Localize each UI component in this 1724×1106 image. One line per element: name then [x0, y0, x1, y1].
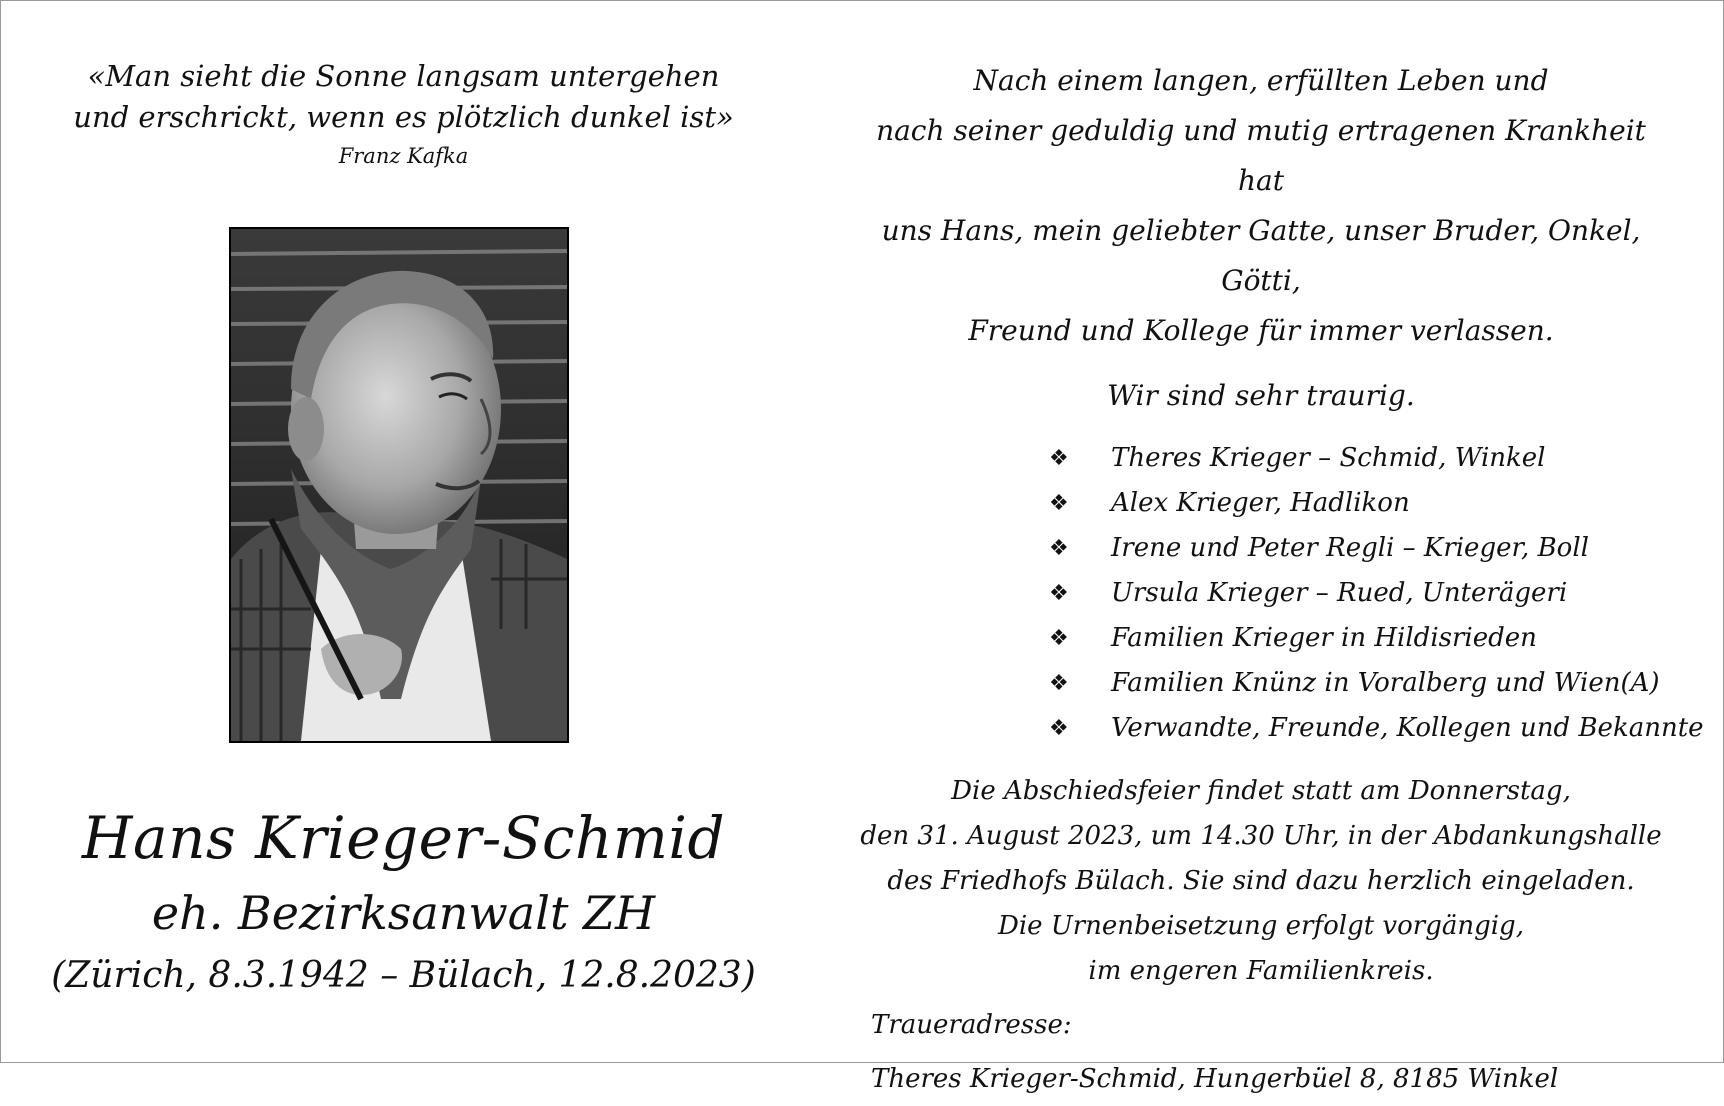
- ceremony-line: Die Urnenbeisetzung erfolgt vorgängig,: [998, 911, 1524, 941]
- diamond-bullet-icon: ❖: [1049, 536, 1069, 561]
- address-line: Theres Krieger-Schmid, Hungerbüel 8, 8185 Winkel: [871, 1064, 1559, 1094]
- mourner-name: Theres Krieger – Schmid, Winkel: [1111, 443, 1546, 473]
- deceased-name: Hans Krieger-Schmid: [81, 804, 726, 872]
- ceremony-line: des Friedhofs Bülach. Sie sind dazu herzlich eingeladen.: [887, 866, 1635, 896]
- address-label: Traueradresse:: [871, 1010, 1072, 1040]
- diamond-bullet-icon: ❖: [1049, 491, 1069, 516]
- portrait-photo: [229, 227, 569, 743]
- quote-line: «Man sieht die Sonne langsam untergehen: [87, 59, 720, 93]
- ceremony-line: Die Abschiedsfeier findet statt am Donnerstag,: [951, 776, 1571, 806]
- intro-line: Freund und Kollege für immer verlassen.: [968, 314, 1554, 347]
- ceremony-line: im engeren Familienkreis.: [1088, 956, 1434, 986]
- announcement-block: [851, 56, 1704, 1106]
- deceased-dates: (Zürich, 8.3.1942 – Bülach, 12.8.2023): [51, 955, 756, 996]
- diamond-bullet-icon: ❖: [1049, 581, 1069, 606]
- mourner-item: [851, 661, 1671, 706]
- mourner-name: Irene und Peter Regli – Krieger, Boll: [1111, 533, 1589, 563]
- diamond-bullet-icon: ❖: [1049, 626, 1069, 651]
- mourners-list: [851, 436, 1704, 751]
- mourner-name: Alex Krieger, Hadlikon: [1111, 488, 1410, 518]
- address-block: [851, 998, 1671, 1106]
- mourner-name: Familien Knünz in Voralberg und Wien(A): [1111, 668, 1660, 698]
- mourner-name: Ursula Krieger – Rued, Unterägeri: [1111, 578, 1568, 608]
- quote-block: [31, 56, 776, 172]
- deceased-title: eh. Bezirksanwalt ZH: [151, 886, 656, 940]
- intro-line: nach seiner geduldig und mutig ertragenen Krankheit hat: [876, 114, 1646, 197]
- mourner-name: Verwandte, Freunde, Kollegen und Bekannte: [1111, 713, 1704, 743]
- intro-text: [851, 56, 1671, 356]
- diamond-bullet-icon: ❖: [1049, 716, 1069, 741]
- deceased-block: [31, 801, 776, 1003]
- ceremony-line: den 31. August 2023, um 14.30 Uhr, in der Abdankungshalle: [860, 821, 1662, 851]
- intro-line: uns Hans, mein geliebter Gatte, unser Bruder, Onkel, Götti,: [881, 214, 1641, 297]
- quote-author: Franz Kafka: [338, 144, 469, 168]
- mourner-name: Familien Krieger in Hildisrieden: [1111, 623, 1537, 653]
- diamond-bullet-icon: ❖: [1049, 671, 1069, 696]
- quote-line: und erschrickt, wenn es plötzlich dunkel ist»: [73, 100, 734, 134]
- mourner-item: [851, 481, 1671, 526]
- mourner-item: [851, 571, 1671, 616]
- mourner-item: [851, 616, 1671, 661]
- mourner-item: [851, 526, 1671, 571]
- mourner-item: [851, 706, 1704, 751]
- portrait-image: [231, 229, 567, 741]
- mourner-item: [851, 436, 1671, 481]
- diamond-bullet-icon: ❖: [1049, 446, 1069, 471]
- sad-line: Wir sind sehr traurig.: [1107, 379, 1415, 412]
- ceremony-text: [851, 769, 1671, 994]
- intro-line: Nach einem langen, erfüllten Leben und: [973, 64, 1549, 97]
